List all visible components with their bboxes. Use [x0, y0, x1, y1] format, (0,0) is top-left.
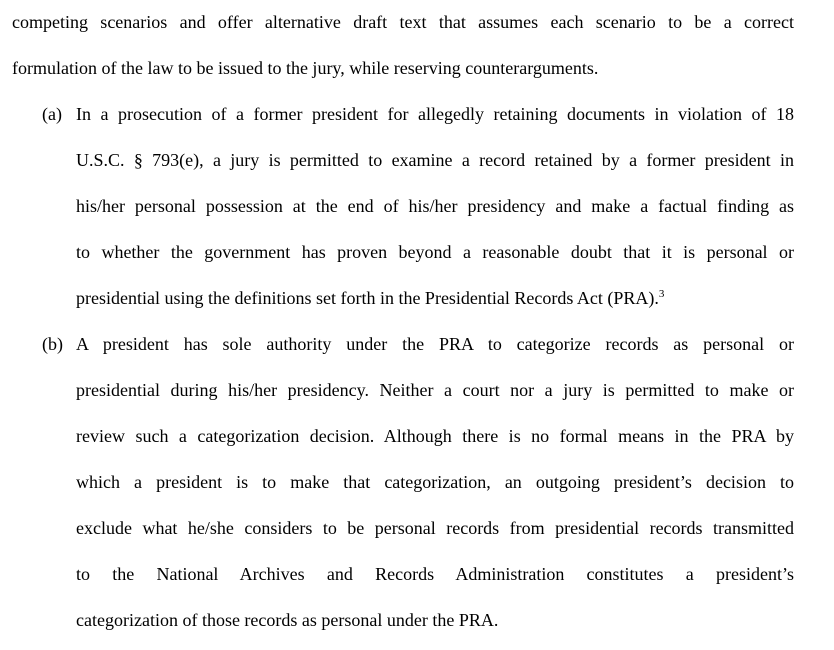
- item-b-line-1: A president has sole authority under the PRA to categorize records as personal or: [76, 334, 794, 354]
- item-a-line-3: his/her personal possession at the end of his/her presidency and make a factual finding as: [76, 196, 794, 216]
- item-a-line-1: In a prosecution of a former president for allegedly retaining documents in violation of 18: [76, 104, 794, 124]
- item-a-line-5-text: presidential using the definitions set forth in the Presidential Records Act (PRA).: [76, 288, 659, 308]
- item-a-line-5: [76, 287, 794, 309]
- intro-line-1: competing scenarios and offer alternative draft text that assumes each scenario to be a correct: [12, 12, 794, 32]
- item-a-line-4: to whether the government has proven beyond a reasonable doubt that it is personal or: [76, 242, 794, 262]
- footnote-reference[interactable]: 3: [658, 288, 665, 300]
- item-b-line-3: review such a categorization decision. Although there is no formal means in the PRA by: [76, 426, 794, 446]
- item-a-marker: (a): [42, 104, 62, 124]
- item-b-marker: (b): [42, 334, 63, 354]
- item-b-line-6: to the National Archives and Records Administration constitutes a president’s: [76, 564, 794, 584]
- item-a-line-2: U.S.C. § 793(e), a jury is permitted to examine a record retained by a former president in: [76, 150, 794, 170]
- item-b-line-7: categorization of those records as personal under the PRA.: [76, 610, 499, 630]
- item-b-line-2: presidential during his/her presidency. Neither a court nor a jury is permitted to make or: [76, 380, 794, 400]
- item-b-line-5: exclude what he/she considers to be personal records from presidential records transmitted: [76, 518, 794, 538]
- intro-line-2: formulation of the law to be issued to the jury, while reserving counterarguments.: [12, 58, 599, 78]
- item-b-line-4: which a president is to make that categorization, an outgoing president’s decision to: [76, 472, 794, 492]
